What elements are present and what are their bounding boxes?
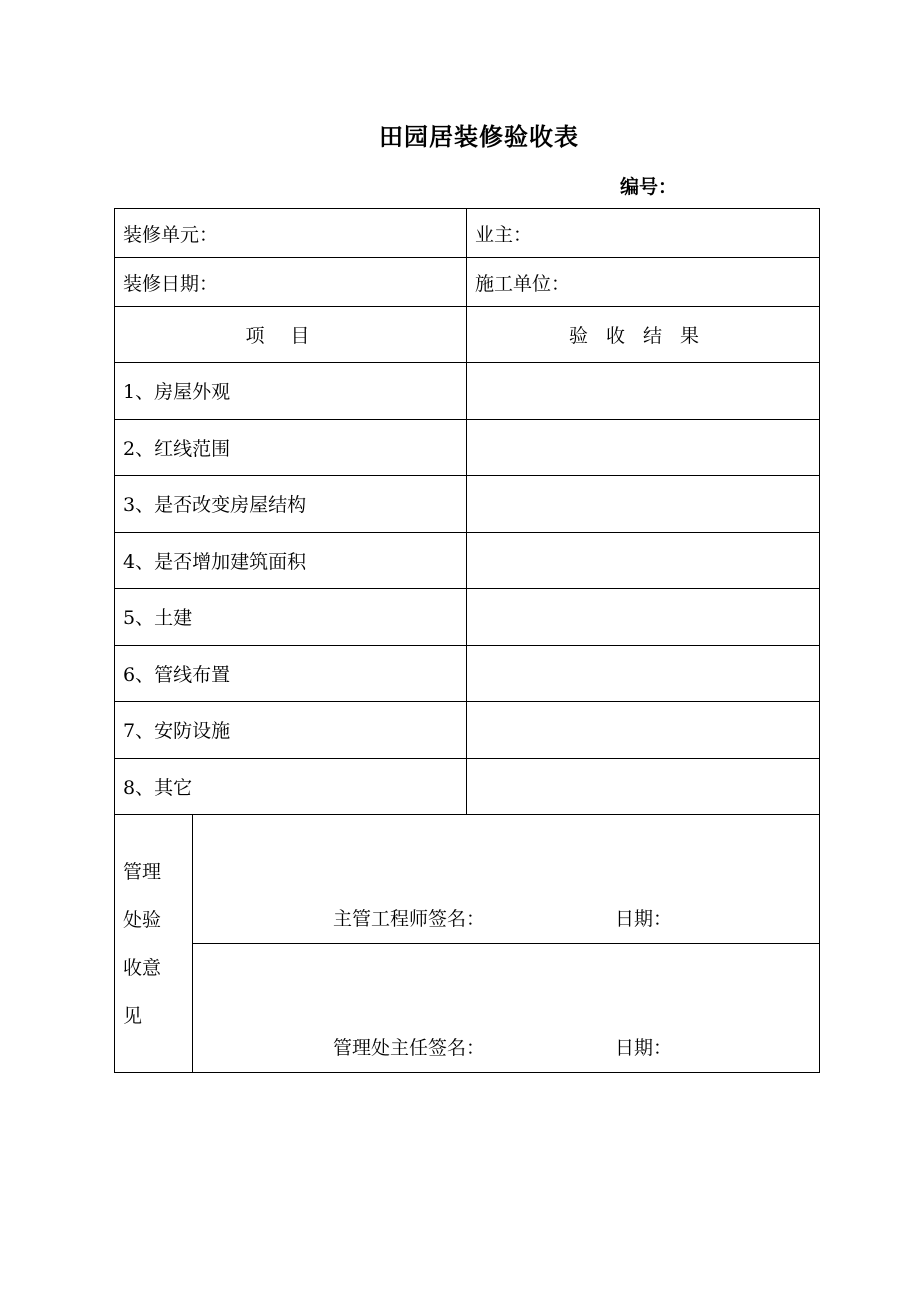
table-row: [115, 589, 820, 646]
item-label-cell: 5、土建: [115, 589, 467, 646]
director-signature-label: 管理处主任签名：: [333, 1037, 486, 1059]
engineer-signature-label: 主管工程师签名：: [333, 908, 486, 930]
column-header-row: [115, 307, 820, 363]
item-label-cell: 6、管线布置: [115, 645, 467, 702]
result-cell[interactable]: [467, 758, 820, 815]
header-row-date: [115, 258, 820, 307]
approval-side-line: 见: [123, 1004, 143, 1027]
result-cell[interactable]: [467, 532, 820, 589]
result-cell[interactable]: [467, 645, 820, 702]
engineer-date-label: 日期：: [615, 908, 673, 930]
approval-side-label: [115, 815, 193, 1073]
table-row: [115, 532, 820, 589]
table-row: [115, 758, 820, 815]
contractor-cell[interactable]: [467, 258, 820, 307]
inspection-form-table: [114, 208, 820, 1073]
table-row: [115, 476, 820, 533]
result-cell[interactable]: [467, 363, 820, 420]
approval-row-engineer: [115, 815, 820, 944]
item-label-cell: 1、房屋外观: [115, 363, 467, 420]
table-row: [115, 645, 820, 702]
approval-side-line: 处验: [123, 908, 162, 931]
contractor-label: 施工单位：: [475, 272, 571, 295]
result-cell[interactable]: [467, 589, 820, 646]
engineer-signature-cell[interactable]: [193, 815, 820, 944]
result-cell[interactable]: [467, 419, 820, 476]
owner-cell[interactable]: [467, 209, 820, 258]
table-row: [115, 702, 820, 759]
director-date-label: 日期：: [615, 1037, 673, 1059]
table-row: [115, 419, 820, 476]
document-title: 田园居装修验收表: [379, 123, 579, 151]
owner-label: 业主：: [475, 223, 533, 246]
director-signature-cell[interactable]: [193, 944, 820, 1073]
unit-label: 装修单元：: [123, 223, 219, 246]
date-label: 装修日期：: [123, 272, 219, 295]
unit-cell[interactable]: [115, 209, 467, 258]
date-cell[interactable]: [115, 258, 467, 307]
table-row: [115, 363, 820, 420]
approval-side-line: 收意: [123, 956, 162, 979]
item-label-cell: 8、其它: [115, 758, 467, 815]
result-cell[interactable]: [467, 476, 820, 533]
item-column-label: 项目: [245, 325, 336, 347]
result-column-label: 验收结果: [569, 325, 718, 347]
item-label-cell: 3、是否改变房屋结构: [115, 476, 467, 533]
item-label-cell: 7、安防设施: [115, 702, 467, 759]
approval-row-director: [115, 944, 820, 1073]
serial-number-label: 编号：: [620, 176, 678, 198]
result-cell[interactable]: [467, 702, 820, 759]
header-row-unit: [115, 209, 820, 258]
item-column-header: [115, 307, 467, 363]
item-label-cell: 4、是否增加建筑面积: [115, 532, 467, 589]
result-column-header: [467, 307, 820, 363]
item-label-cell: 2、红线范围: [115, 419, 467, 476]
approval-side-line: 管理: [123, 860, 162, 883]
